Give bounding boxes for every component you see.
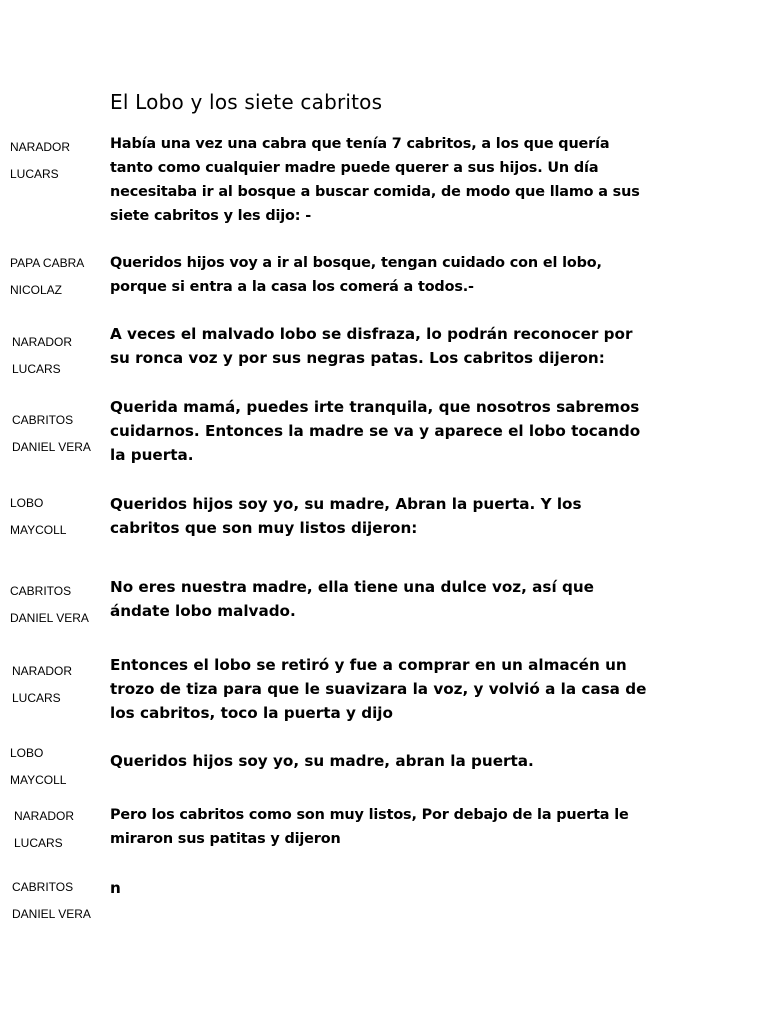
character-role: CABRITOS bbox=[12, 413, 74, 427]
character-role: NARADOR bbox=[14, 809, 75, 823]
actor-name: DANIEL VERA bbox=[12, 440, 91, 454]
role-column bbox=[10, 140, 105, 182]
role-column bbox=[12, 664, 107, 706]
role-column bbox=[10, 496, 105, 538]
dialogue-text: Querida mamá, puedes irte tranquila, que nosotros sabremos cuidarnos. Entonces la madre se va y aparece el lobo tocando la puerta. bbox=[110, 398, 641, 464]
role-column bbox=[12, 335, 107, 377]
dialogue-text: Había una vez una cabra que tenía 7 cabritos, a los que quería tanto como cualquier madre puede querer a sus hijos. Un día necesitaba ir al bosque a buscar comida, de modo que llamo a sus siete cabritos y les dijo: - bbox=[110, 136, 640, 224]
role-column bbox=[10, 746, 105, 788]
actor-name: LUCARS bbox=[10, 167, 59, 181]
dialogue-text: Queridos hijos soy yo, su madre, abran la puerta. bbox=[110, 752, 534, 770]
actor-name: NICOLAZ bbox=[10, 283, 63, 297]
dialogue-text: A veces el malvado lobo se disfraza, lo podrán reconocer por su ronca voz y por sus negras patas. Los cabritos dijeron: bbox=[110, 325, 633, 367]
character-role: CABRITOS bbox=[12, 880, 74, 894]
character-role: LOBO bbox=[10, 496, 44, 510]
dialogue-text: Entonces el lobo se retiró y fue a comprar en un almacén un trozo de tiza para que le suavizara la voz, y volvió a la casa de los cabritos, toco la puerta y dijo bbox=[110, 656, 647, 722]
role-column bbox=[12, 413, 107, 455]
actor-name: MAYCOLL bbox=[10, 523, 67, 537]
actor-name: LUCARS bbox=[12, 362, 61, 376]
character-role: PAPA CABRA bbox=[10, 256, 85, 270]
character-role: NARADOR bbox=[10, 140, 71, 154]
document-title: El Lobo y los siete cabritos bbox=[110, 90, 383, 114]
character-role: NARADOR bbox=[12, 335, 73, 349]
role-column bbox=[10, 584, 105, 626]
actor-name: LUCARS bbox=[14, 836, 63, 850]
character-role: CABRITOS bbox=[10, 584, 72, 598]
dialogue-text: No eres nuestra madre, ella tiene una dulce voz, así que ándate lobo malvado. bbox=[110, 578, 594, 620]
dialogue-text: Pero los cabritos como son muy listos, Por debajo de la puerta le miraron sus patitas y dijeron bbox=[110, 807, 629, 847]
actor-name: MAYCOLL bbox=[10, 773, 67, 787]
actor-name: DANIEL VERA bbox=[10, 611, 89, 625]
actor-name: DANIEL VERA bbox=[12, 907, 91, 921]
actor-name: LUCARS bbox=[12, 691, 61, 705]
dialogue-text: n bbox=[110, 879, 121, 897]
character-role: LOBO bbox=[10, 746, 44, 760]
dialogue-text: Queridos hijos soy yo, su madre, Abran la puerta. Y los cabritos que son muy listos dijeron: bbox=[110, 495, 582, 537]
dialogue-text: Queridos hijos voy a ir al bosque, tengan cuidado con el lobo, porque si entra a la casa los comerá a todos.- bbox=[110, 255, 602, 295]
role-column bbox=[14, 809, 109, 851]
role-column bbox=[12, 880, 107, 922]
role-column bbox=[10, 256, 105, 298]
character-role: NARADOR bbox=[12, 664, 73, 678]
